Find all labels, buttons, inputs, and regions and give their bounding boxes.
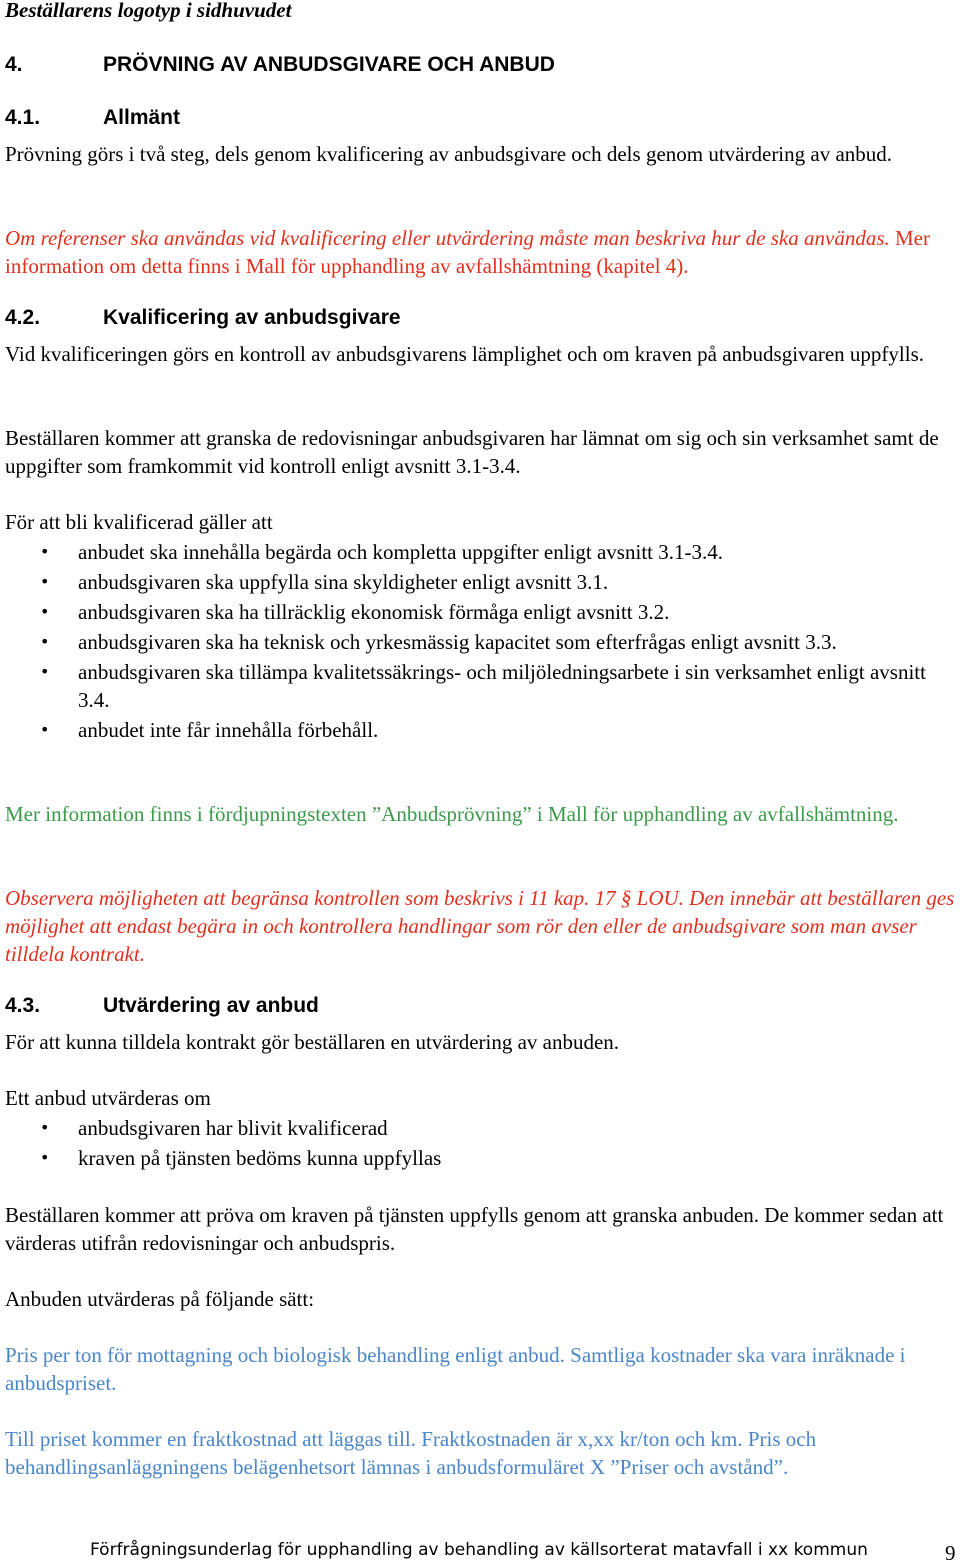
section-4-3-title: Utvärdering av anbud — [103, 994, 319, 1017]
section-4-number: 4. — [5, 53, 23, 76]
section-4-3-paragraph-2: Ett anbud utvärderas om — [5, 1086, 211, 1110]
green-more-info-note: Mer information finns i fördjupningstexten ”Anbudsprövning” i Mall för upphandling av avfallshämtning. — [5, 802, 899, 826]
section-4-1-heading — [5, 104, 955, 132]
list-item: • anbudet inte får innehålla förbehåll. — [40, 718, 379, 742]
section-4-3-paragraph-4: Anbuden utvärderas på följande sätt: — [5, 1287, 315, 1311]
section-4-3-paragraph-1: För att kunna tilldela kontrakt gör beställaren en utvärdering av anbuden. — [5, 1030, 620, 1054]
bullet-icon: • — [40, 602, 50, 621]
bullet-icon: • — [40, 662, 50, 681]
page-number: 9 — [945, 1541, 956, 1565]
blue-price-note: Pris per ton för mottagning och biologisk behandling enligt anbud. Samtliga kostnader ska vara inräknade i anbudspriset. — [5, 1343, 906, 1395]
list-item: • anbudet ska innehålla begärda och kompletta uppgifter enligt avsnitt 3.1-3.4. — [40, 540, 723, 564]
section-4-heading — [5, 51, 955, 79]
references-note-more-info: Mer information om detta finns i Mall för upphandling av avfallshämtning (kapitel 4). — [5, 226, 930, 278]
references-note — [5, 224, 955, 280]
section-4-title: PRÖVNING AV ANBUDSGIVARE OCH ANBUD — [103, 53, 555, 76]
list-item: • anbudsgivaren ska uppfylla sina skyldigheter enligt avsnitt 3.1. — [40, 570, 609, 594]
list-item: • anbudsgivaren ska tillämpa kvalitetssäkrings- och miljöledningsarbete i sin verksamhet enligt avsnitt 3.4. — [40, 660, 926, 712]
section-4-2-number: 4.2. — [5, 306, 41, 329]
red-observe-note: Observera möjligheten att begränsa kontrollen som beskrivs i 11 kap. 17 § LOU. Den innebär att beställaren ges möjlighet att endast begära in och kontrollera handlingar som rör den eller de anbudsgivare som man avser tilldela kontrakt. — [5, 886, 955, 966]
list-item: • anbudsgivaren ska ha teknisk och yrkesmässig kapacitet som efterfrågas enligt avsnitt 3.3. — [40, 630, 837, 654]
section-4-2-paragraph-3: För att bli kvalificerad gäller att — [5, 510, 273, 534]
bullet-icon: • — [40, 1148, 50, 1167]
section-4-2-heading — [5, 304, 955, 332]
bullet-icon: • — [40, 572, 50, 591]
section-4-3-paragraph-3: Beställaren kommer att pröva om kraven på tjänsten uppfylls genom att granska anbuden. De kommer sedan att värderas utifrån redovisningar och anbudspris. — [5, 1203, 944, 1255]
section-4-2-paragraph-1: Vid kvalificeringen görs en kontroll av anbudsgivarens lämplighet och om kraven på anbudsgivaren uppfylls. — [5, 342, 925, 366]
header-logo-placeholder: Beställarens logotyp i sidhuvudet — [5, 0, 292, 22]
list-item: • anbudsgivaren har blivit kvalificerad — [40, 1116, 388, 1140]
section-4-1-number: 4.1. — [5, 106, 41, 129]
list-item: • anbudsgivaren ska ha tillräcklig ekonomisk förmåga enligt avsnitt 3.2. — [40, 600, 670, 624]
section-4-2-title: Kvalificering av anbudsgivare — [103, 306, 401, 329]
blue-freight-note: Till priset kommer en fraktkostnad att läggas till. Fraktkostnaden är x,xx kr/ton och km. Pris och behandlingsanläggningens belägenhetsort lämnas i anbudsformuläret X ”Priser och avstånd”. — [5, 1427, 817, 1479]
evaluation-list — [5, 1114, 955, 1174]
section-4-3-heading — [5, 992, 955, 1020]
list-item: • kraven på tjänsten bedöms kunna uppfyllas — [40, 1146, 442, 1170]
bullet-icon: • — [40, 542, 50, 561]
bullet-icon: • — [40, 720, 50, 739]
page-footer: Förfrågningsunderlag för upphandling av behandling av källsorterat matavfall i xx kommun — [90, 1540, 868, 1560]
section-4-1-title: Allmänt — [103, 106, 181, 129]
references-note-italic: Om referenser ska användas vid kvalificering eller utvärdering måste man beskriva hur de ska användas. — [5, 226, 890, 250]
section-4-3-number: 4.3. — [5, 994, 41, 1017]
qualification-list — [5, 538, 955, 746]
section-4-2-paragraph-2: Beställaren kommer att granska de redovisningar anbudsgivaren har lämnat om sig och sin verksamhet samt de uppgifter som framkommit vid kontroll enligt avsnitt 3.1-3.4. — [5, 426, 939, 478]
section-4-1-paragraph: Prövning görs i två steg, dels genom kvalificering av anbudsgivare och dels genom utvärdering av anbud. — [5, 142, 893, 166]
bullet-icon: • — [40, 632, 50, 651]
bullet-icon: • — [40, 1118, 50, 1137]
